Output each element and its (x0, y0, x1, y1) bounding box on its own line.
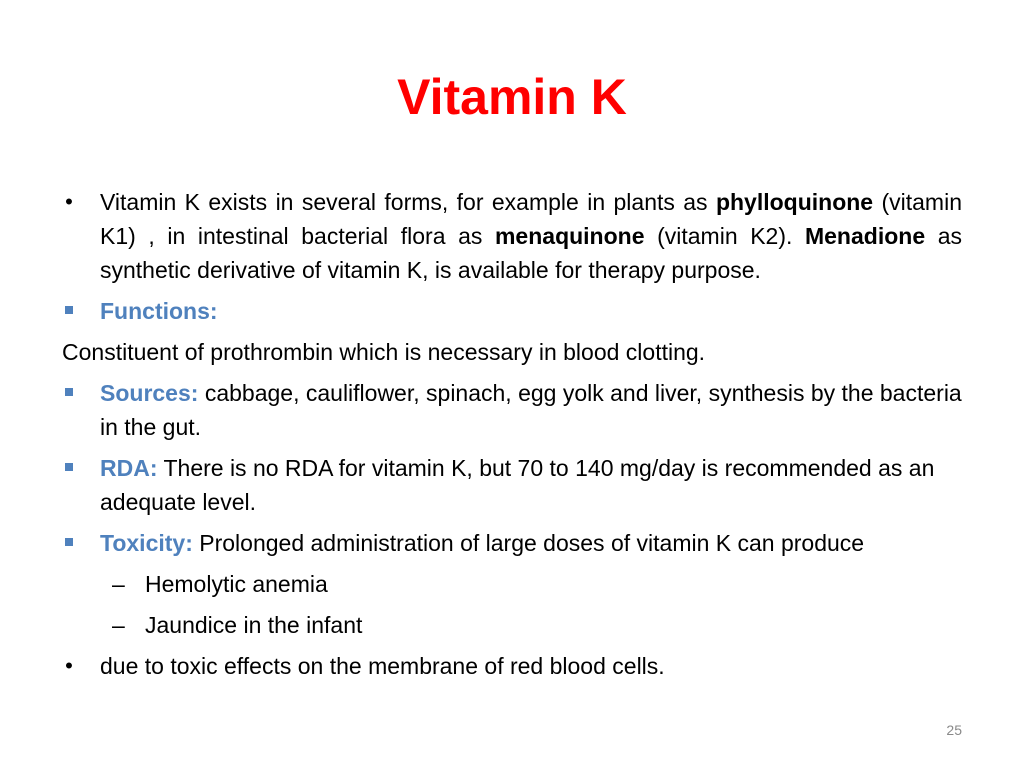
rda-heading: RDA: (100, 455, 158, 481)
rda-text: There is no RDA for vitamin K, but 70 to 140 mg/day is recommended as an adequate level. (100, 455, 935, 515)
slide-title: Vitamin K (397, 69, 627, 125)
menaquinone-term: menaquinone (494, 223, 645, 249)
bullet-dot-icon: • (65, 653, 73, 678)
functions-heading: Functions: (100, 298, 218, 324)
functions-bullet (62, 294, 962, 328)
bullet-dot-icon: • (65, 189, 73, 214)
closing-bullet (62, 649, 962, 683)
closing-text: due to toxic effects on the membrane of red blood cells. (100, 653, 665, 679)
intro-text-3: (vitamin K2). (644, 223, 805, 249)
intro-text-1: Vitamin K exists in several forms, for example in plants as (100, 189, 716, 215)
dash-bullet-icon: – (112, 571, 125, 597)
sources-text: cabbage, cauliflower, spinach, egg yolk and liver, synthesis by the bacteria in the gut. (100, 380, 962, 440)
square-bullet-icon (65, 538, 73, 546)
square-bullet-icon (65, 306, 73, 314)
toxicity-effect (62, 567, 962, 601)
toxicity-effect (62, 608, 962, 642)
toxicity-text: Prolonged administration of large doses of vitamin K can produce (192, 530, 865, 556)
square-bullet-icon (65, 463, 73, 471)
square-bullet-icon (65, 388, 73, 396)
slide-content (62, 185, 962, 690)
intro-bullet (62, 185, 962, 287)
sources-heading: Sources: (100, 380, 199, 406)
intro-text-4: as synthetic derivative of vitamin K, is available for therapy purpose. (100, 223, 962, 283)
menadione-term: Menadione (804, 223, 926, 249)
rda-bullet (62, 451, 962, 519)
effect-text: Jaundice in the infant (145, 612, 363, 638)
functions-body: Constituent of prothrombin which is necessary in blood clotting. (62, 339, 706, 365)
sources-bullet (62, 376, 962, 444)
effect-text: Hemolytic anemia (145, 571, 328, 597)
intro-text-2: (vitamin K1) , in intestinal bacterial flora as (100, 189, 962, 249)
page-number: 25 (946, 722, 962, 738)
phylloquinone-term: phylloquinone (715, 189, 874, 215)
toxicity-bullet (62, 526, 962, 560)
dash-bullet-icon: – (112, 612, 125, 638)
toxicity-heading: Toxicity: (100, 530, 193, 556)
